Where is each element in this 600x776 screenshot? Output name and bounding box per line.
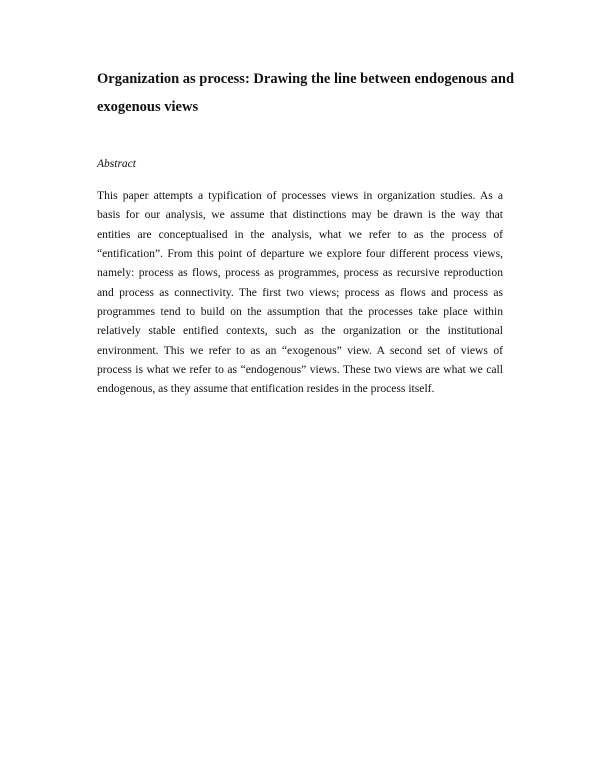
abstract-line: relatively stable entified contexts, such as the organization or the institutional [97, 324, 503, 338]
abstract-line: environment. This we refer to as an “exogenous” view. A second set of views of [97, 343, 503, 357]
abstract-line: This paper attempts a typification of processes views in organization studies. As a [97, 189, 503, 202]
abstract-line: programmes tend to build on the assumption that the processes take place within [97, 305, 503, 319]
abstract-line: namely: process as flows, process as programmes, process as recursive reproduction [97, 266, 503, 280]
paper-title-line-1: Organization as process: Drawing the line between endogenous and [97, 71, 515, 87]
abstract-heading: Abstract [97, 158, 136, 170]
paper-title-line-2: exogenous views [97, 99, 199, 115]
abstract-line: and process as connectivity. The first two views; process as flows and process as [97, 285, 503, 299]
abstract-line: entities are conceptualised in the analysis, what we refer to as the process of [97, 227, 503, 241]
abstract-body [97, 186, 503, 399]
abstract-line: process is what we refer to as “endogenous” views. These two views are what we call [97, 363, 503, 377]
abstract-line: basis for our analysis, we assume that distinctions may be drawn is the way that [97, 208, 503, 222]
paper-title [97, 65, 517, 121]
abstract-line: endogenous, as they assume that entification resides in the process itself. [97, 382, 435, 396]
abstract-line: “entification”. From this point of departure we explore four different process views, [97, 247, 503, 261]
